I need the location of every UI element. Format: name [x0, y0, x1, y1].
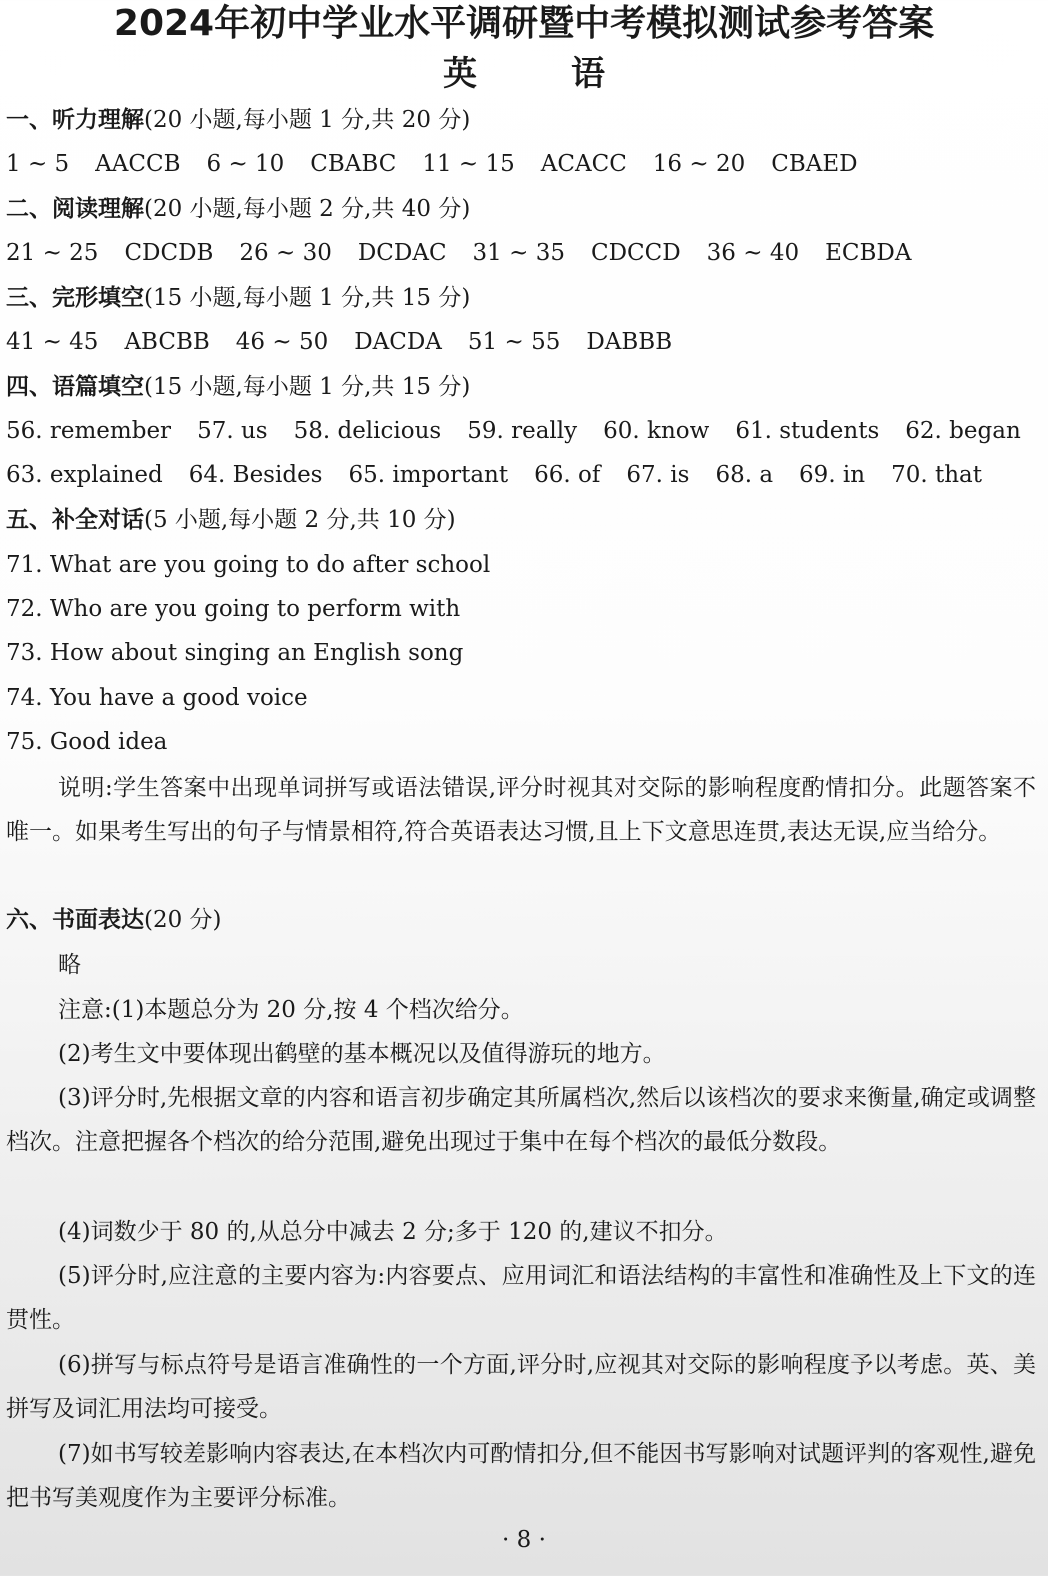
answer-key: CDCDB: [124, 240, 214, 266]
section-title: 四、语篇填空: [6, 374, 144, 400]
answer-range: 6 ~ 10: [206, 151, 285, 177]
answer-range: 21 ~ 25: [6, 240, 99, 266]
scoring-note: (7)如书写较差影响内容表达,在本档次内可酌情扣分,但不能因书写影响对试题评判的客观性,避免把书写美观度作为主要评分标准。: [6, 1441, 1036, 1511]
omitted-answer: 略: [58, 952, 81, 978]
dialogue-answer: 71. What are you going to do after school: [6, 552, 491, 578]
section-4-answers-row-2: [6, 459, 1040, 491]
section-4-heading: [6, 371, 1040, 403]
dialogue-answer: 74. You have a good voice: [6, 685, 308, 711]
scoring-note: (2)考生文中要体现出鹤壁的基本概况以及值得游玩的地方。: [58, 1041, 666, 1067]
section-note: (20 小题,每小题 1 分,共 20 分): [144, 107, 471, 133]
section-2-heading: [6, 193, 1040, 225]
scoring-note: 注意:(1)本题总分为 20 分,按 4 个档次给分。: [58, 997, 524, 1023]
answer-key: ACACC: [540, 151, 627, 177]
section-note: (20 分): [144, 907, 222, 933]
answer-range: 11 ~ 15: [422, 151, 515, 177]
scoring-note: (4)词数少于 80 的,从总分中减去 2 分;多于 120 的,建议不扣分。: [58, 1219, 728, 1245]
answer-key: CBABC: [310, 151, 397, 177]
answer-word: 58. delicious: [293, 418, 442, 444]
answer-word: 69. in: [799, 462, 866, 488]
section-5-heading: [6, 504, 1040, 536]
answer-key: ABCBB: [124, 329, 210, 355]
answer-word: 62. began: [905, 418, 1021, 444]
answer-word: 65. important: [348, 462, 509, 488]
dialogue-answer: 75. Good idea: [6, 729, 168, 755]
answer-range: 46 ~ 50: [235, 329, 329, 355]
answer-range: 16 ~ 20: [652, 151, 746, 177]
answer-key: ECBDA: [825, 240, 912, 266]
answer-key: DACDA: [354, 329, 442, 355]
subject-title: 英 语: [443, 54, 635, 94]
scoring-note: (3)评分时,先根据文章的内容和语言初步确定其所属档次,然后以该档次的要求来衡量,确定或调整档次。注意把握各个档次的给分范围,避免出现过于集中在每个档次的最低分数段。: [6, 1085, 1036, 1155]
answer-key: AACCB: [95, 151, 181, 177]
answer-range: 31 ~ 35: [472, 240, 565, 266]
answer-word: 67. is: [626, 462, 690, 488]
answer-word: 59. really: [467, 418, 578, 444]
dialogue-answer: 73. How about singing an English song: [6, 640, 464, 666]
scoring-note: (5)评分时,应注意的主要内容为:内容要点、应用词汇和语法结构的丰富性和准确性及上下文的连贯性。: [6, 1263, 1036, 1333]
answer-word: 57. us: [197, 418, 268, 444]
answer-word: 64. Besides: [188, 462, 323, 488]
answer-key: CBAED: [771, 151, 858, 177]
section-1-heading: [6, 104, 1040, 136]
section-4-answers-row-1: [6, 415, 1040, 447]
answer-word: 66. of: [534, 462, 601, 488]
answer-word: 61. students: [735, 418, 880, 444]
section-title: 三、完形填空: [6, 285, 144, 311]
section-5-explanation: 说明:学生答案中出现单词拼写或语法错误,评分时视其对交际的影响程度酌情扣分。此题答案不唯一。如果考生写出的句子与情景相符,符合英语表达习惯,且上下文意思连贯,表达无误,应当给分。: [6, 775, 1036, 845]
section-3-heading: [6, 282, 1040, 314]
dialogue-answer: 72. Who are you going to perform with: [6, 596, 461, 622]
answer-word: 68. a: [715, 462, 774, 488]
section-title: 二、阅读理解: [6, 196, 144, 222]
section-1-answers: [6, 148, 1040, 180]
section-title: 五、补全对话: [6, 507, 144, 533]
answer-key: CDCCD: [590, 240, 681, 266]
section-note: (5 小题,每小题 2 分,共 10 分): [144, 507, 456, 533]
answer-word: 63. explained: [6, 462, 163, 488]
answer-word: 56. remember: [6, 418, 172, 444]
answer-key: DCDAC: [357, 240, 447, 266]
section-6-heading: [6, 904, 1040, 936]
answer-range: 1 ~ 5: [6, 151, 70, 177]
section-title: 一、听力理解: [6, 107, 144, 133]
section-3-answers: [6, 326, 1040, 358]
answer-word: 60. know: [603, 418, 710, 444]
answer-range: 26 ~ 30: [239, 240, 332, 266]
answer-range: 36 ~ 40: [706, 240, 800, 266]
page-title: 2024年初中学业水平调研暨中考模拟测试参考答案: [113, 3, 935, 44]
answer-range: 41 ~ 45: [6, 329, 99, 355]
section-note: (15 小题,每小题 1 分,共 15 分): [144, 374, 471, 400]
answer-range: 51 ~ 55: [467, 329, 561, 355]
section-note: (15 小题,每小题 1 分,共 15 分): [144, 285, 471, 311]
scoring-note: (6)拼写与标点符号是语言准确性的一个方面,评分时,应视其对交际的影响程度予以考虑。英、美拼写及词汇用法均可接受。: [6, 1352, 1036, 1422]
page-number: · 8 ·: [502, 1527, 546, 1553]
section-title: 六、书面表达: [6, 907, 144, 933]
answer-word: 70. that: [891, 462, 983, 488]
section-note: (20 小题,每小题 2 分,共 40 分): [144, 196, 471, 222]
answer-key: DABBB: [586, 329, 673, 355]
section-2-answers: [6, 237, 1040, 269]
